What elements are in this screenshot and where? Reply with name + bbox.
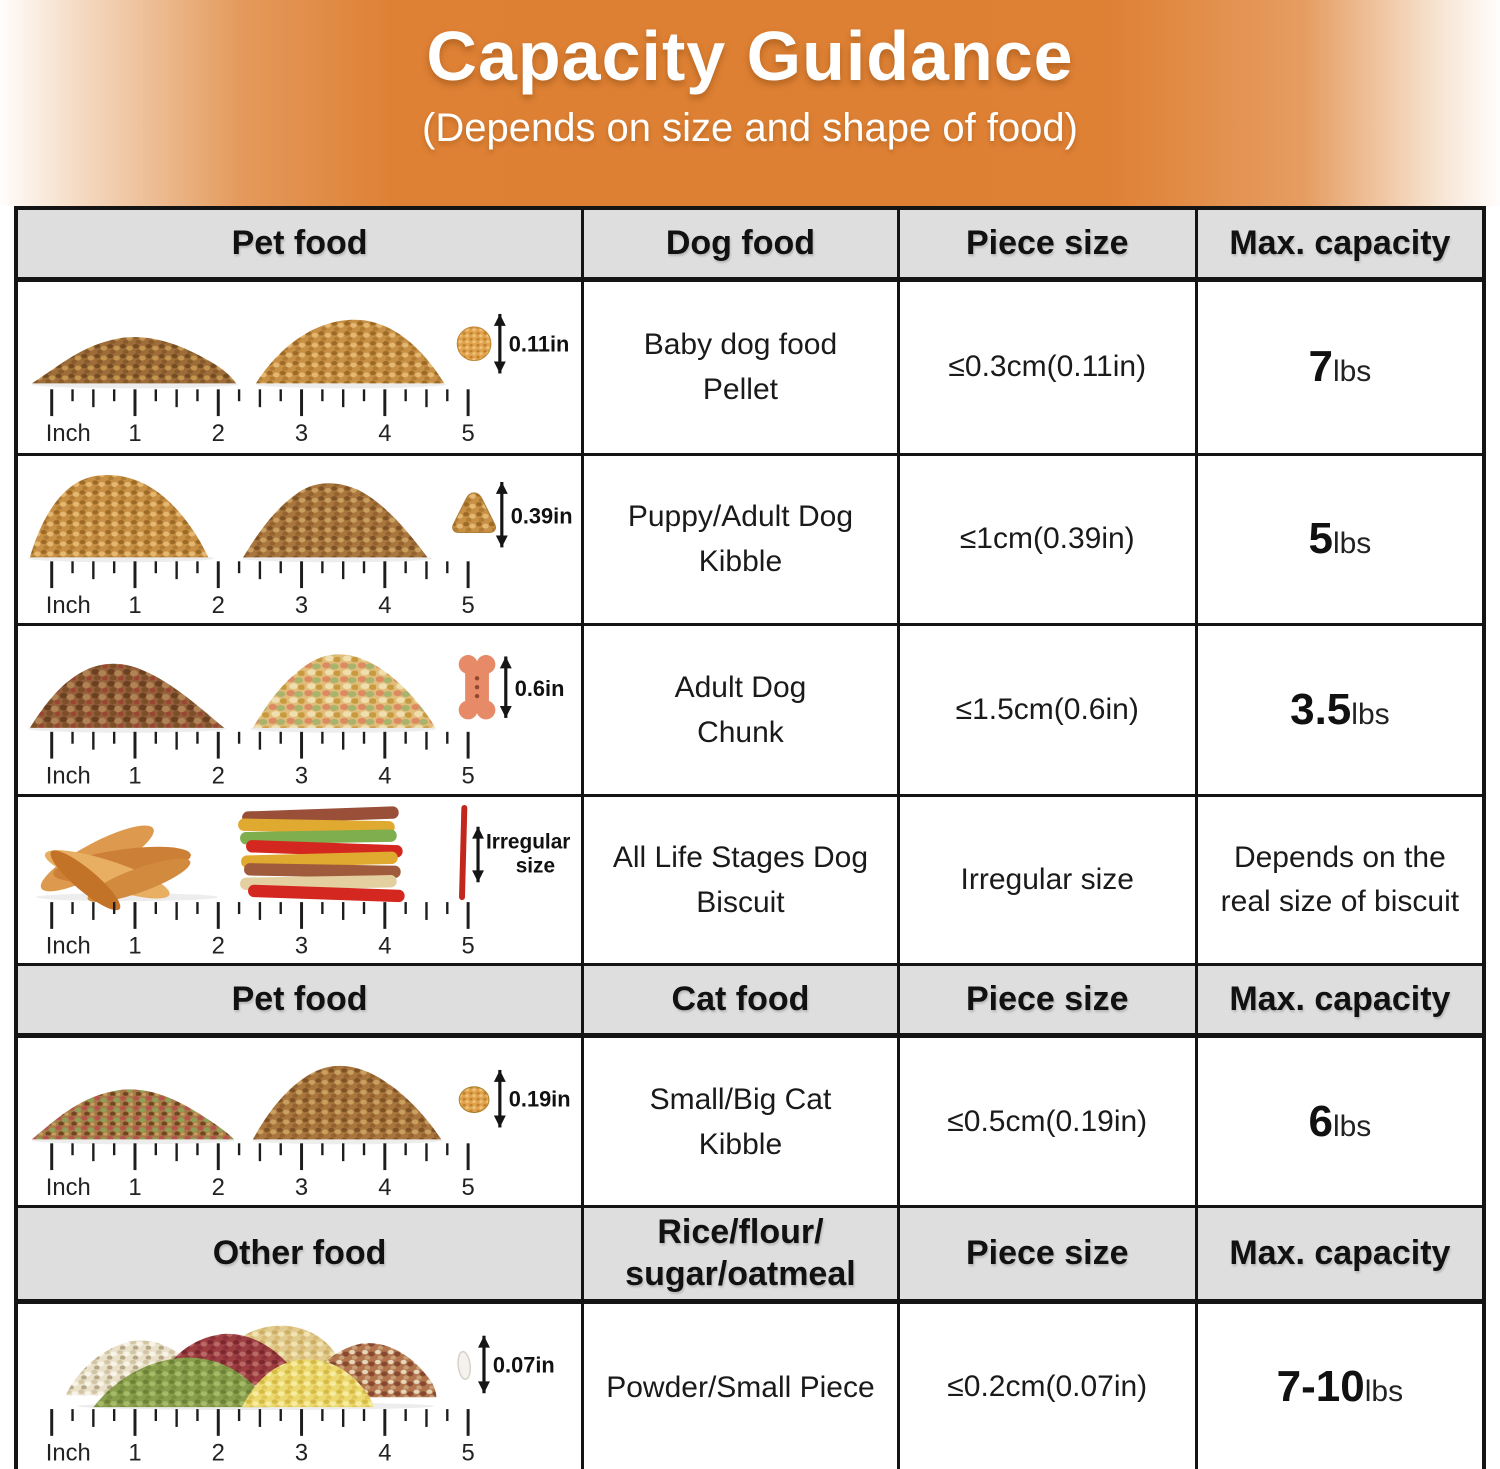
piece-size-value: ≤0.5cm(0.19in): [898, 1036, 1196, 1207]
header-dog-food: Dog food: [583, 208, 899, 279]
ruler-mark: 1: [128, 1439, 142, 1467]
table-row-puppy-adult-kibble: [16, 454, 1484, 624]
measurement-indicator: [478, 1336, 555, 1394]
grain-piles: [66, 1326, 437, 1407]
biscuit-stick-stack: [238, 806, 405, 902]
piece-size-value: Irregular size: [898, 795, 1196, 965]
max-capacity-value: 6lbs: [1196, 1036, 1484, 1207]
measure-label: 0.07in: [492, 1352, 555, 1378]
single-rice-grain: [457, 1351, 472, 1380]
header-pet-food: Pet food: [16, 965, 583, 1036]
jerky-strips-pile: [34, 814, 194, 917]
max-capacity-value: Depends on the real size of biscuit: [1196, 795, 1484, 965]
table-row-cat-kibble: [16, 1036, 1484, 1207]
header-max-capacity: Max. capacity: [1196, 208, 1484, 279]
measurement-indicator: [500, 656, 565, 717]
ruler-mark: 5: [461, 761, 475, 789]
cat-kibble-pile-brown: [253, 1066, 441, 1139]
ruler-mark: 3: [294, 761, 309, 789]
ruler-mark: 5: [461, 1439, 475, 1467]
food-name: Adult Dog Chunk: [583, 624, 899, 795]
pellet-pile-right: [256, 319, 444, 383]
inch-ruler: [46, 731, 475, 789]
table-row-baby-dog-pellet: [16, 279, 1484, 454]
kibble-pile-right: [243, 483, 427, 557]
ruler-unit-label: Inch: [45, 591, 91, 619]
single-kibble: [453, 492, 496, 532]
ruler-mark: 4: [378, 591, 392, 619]
bone-treat-pile: [253, 654, 435, 727]
ruler-mark: 3: [294, 591, 309, 619]
ruler-mark: 5: [461, 1173, 475, 1201]
measure-label: 0.19in: [508, 1086, 571, 1112]
food-name: Puppy/Adult Dog Kibble: [583, 454, 899, 624]
table-header-dog-food: [16, 208, 1484, 279]
header-max-capacity: Max. capacity: [1196, 1207, 1484, 1302]
header-piece-size: Piece size: [898, 208, 1196, 279]
measurement-indicator: [496, 481, 573, 546]
food-name: Small/Big Cat Kibble: [583, 1036, 899, 1207]
header-max-capacity: Max. capacity: [1196, 965, 1484, 1036]
max-capacity-value: 7-10lbs: [1196, 1302, 1484, 1469]
single-pellet: [457, 326, 491, 360]
header-cat-food: Cat food: [583, 965, 899, 1036]
pellet-pile-left: [32, 337, 236, 383]
cat-kibble-pile-mixed: [32, 1089, 234, 1139]
food-name: Powder/Small Piece: [583, 1302, 899, 1469]
ruler-mark: 4: [378, 932, 392, 960]
single-cat-kibble: [459, 1087, 489, 1113]
ruler-mark: 3: [294, 1439, 309, 1467]
header-piece-size: Piece size: [898, 1207, 1196, 1302]
max-capacity-value: 5lbs: [1196, 454, 1484, 624]
ruler-unit-label: Inch: [45, 419, 91, 447]
header-pet-food: Pet food: [16, 208, 583, 279]
food-photo-cell: [16, 279, 583, 454]
header-other-food: Other food: [16, 1207, 583, 1302]
inch-ruler: [46, 561, 475, 619]
inch-ruler: [46, 902, 475, 960]
food-name: Baby dog food Pellet: [583, 279, 899, 454]
ruler-mark: 2: [211, 419, 225, 447]
inch-ruler: [46, 1143, 475, 1201]
single-bone-treat: [459, 654, 496, 718]
max-capacity-value: 3.5lbs: [1196, 624, 1484, 795]
table-row-powder-small-piece: [16, 1302, 1484, 1469]
ruler-mark: 2: [211, 591, 225, 619]
measurement-indicator: [494, 313, 569, 372]
piece-size-value: ≤0.3cm(0.11in): [898, 279, 1196, 454]
ruler-mark: 1: [128, 761, 142, 789]
ruler-mark: 3: [294, 419, 309, 447]
ruler-mark: 2: [211, 932, 225, 960]
measure-label: Irregular: [485, 830, 571, 854]
page-subtitle: (Depends on size and shape of food): [422, 106, 1078, 150]
ruler-mark: 2: [211, 761, 225, 789]
food-photo-cell: [16, 1302, 583, 1469]
ruler-mark: 5: [461, 591, 475, 619]
chunk-pile: [30, 663, 224, 727]
ruler-mark: 5: [461, 932, 475, 960]
inch-ruler: [46, 389, 475, 447]
piece-size-value: ≤1cm(0.39in): [898, 454, 1196, 624]
food-photo-cell: [16, 454, 583, 624]
ruler-mark: 4: [378, 761, 392, 789]
ruler-mark: 4: [378, 419, 392, 447]
ruler-mark: 2: [211, 1173, 225, 1201]
ruler-mark: 4: [378, 1173, 392, 1201]
max-capacity-value: 7lbs: [1196, 279, 1484, 454]
ruler-mark: 1: [128, 419, 142, 447]
measure-label: 0.6in: [514, 675, 565, 701]
table-header-cat-food: [16, 965, 1484, 1036]
ruler-unit-label: Inch: [45, 761, 91, 789]
food-photo-cell: [16, 624, 583, 795]
food-photo-cell: [16, 1036, 583, 1207]
capacity-table: [14, 206, 1486, 1469]
ruler-mark: 4: [378, 1439, 392, 1467]
ruler-mark: 3: [294, 1173, 309, 1201]
header-rice-flour: Rice/flour/ sugar/oatmeal: [583, 1207, 899, 1302]
piece-size-value: ≤1.5cm(0.6in): [898, 624, 1196, 795]
ruler-mark: 5: [461, 419, 475, 447]
table-header-other-food: [16, 1207, 1484, 1302]
piece-size-value: ≤0.2cm(0.07in): [898, 1302, 1196, 1469]
page-title: Capacity Guidance: [426, 17, 1074, 95]
table-row-dog-biscuit: [16, 795, 1484, 965]
ruler-mark: 3: [294, 932, 309, 960]
single-thin-stick: [459, 804, 467, 899]
measurement-indicator: [472, 826, 570, 882]
ruler-mark: 1: [128, 1173, 142, 1201]
table-row-adult-dog-chunk: [16, 624, 1484, 795]
kibble-pile-left: [30, 475, 208, 557]
ruler-unit-label: Inch: [45, 932, 91, 960]
measure-label: size: [515, 853, 556, 877]
banner: [0, 0, 1500, 206]
ruler-mark: 1: [128, 591, 142, 619]
ruler-unit-label: Inch: [45, 1439, 91, 1467]
ruler-mark: 1: [128, 932, 142, 960]
food-name: All Life Stages Dog Biscuit: [583, 795, 899, 965]
food-photo-cell: [16, 795, 583, 965]
measurement-indicator: [494, 1070, 571, 1128]
header-piece-size: Piece size: [898, 965, 1196, 1036]
ruler-unit-label: Inch: [45, 1173, 91, 1201]
measure-label: 0.39in: [510, 503, 573, 529]
measure-label: 0.11in: [508, 331, 570, 357]
inch-ruler: [46, 1409, 475, 1467]
ruler-mark: 2: [211, 1439, 225, 1467]
